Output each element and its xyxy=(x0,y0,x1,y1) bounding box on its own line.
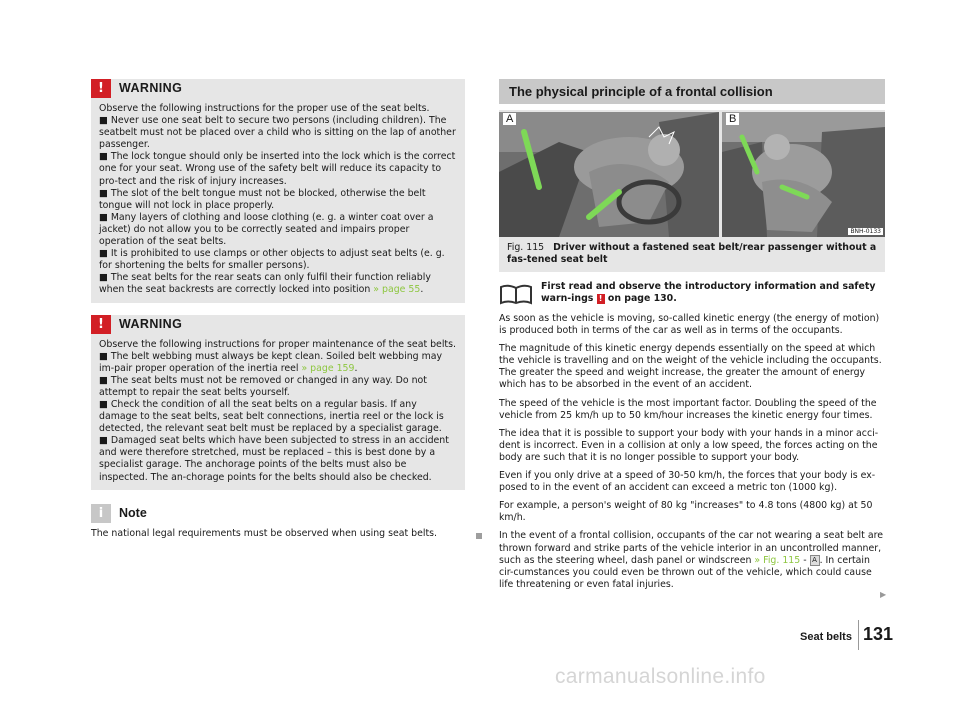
caption-number: Fig. 115 xyxy=(507,242,545,253)
warning-box-usage xyxy=(91,79,465,303)
figure-code: BNH-0133 xyxy=(850,228,881,235)
note-block xyxy=(91,504,465,540)
driver-illustration xyxy=(499,112,719,237)
figure-caption xyxy=(499,237,885,266)
paragraph: The speed of the vehicle is the most important factor. Doubling the speed of the vehicle from 25 km/h up to 50 km/hour increases the kinetic energy four times. xyxy=(499,397,877,421)
figure-link[interactable]: » Fig. 115 xyxy=(754,554,801,566)
section-title: The physical principle of a frontal collision xyxy=(499,79,885,104)
intro-reference xyxy=(499,281,885,307)
list-item: ■ The slot of the belt tongue must not be blocked, otherwise the belt tongue will not lock in place properly. xyxy=(99,187,426,211)
figure-part-label: A xyxy=(810,555,820,566)
paragraph: The idea that it is possible to support your body with your hands in a minor acci-dent is incorrect. Even in a collision at only a low speed, the forces acting on the body are such that it is no longer possible to support your body. xyxy=(499,427,879,463)
caption-text: Driver without a fastened seat belt/rear passenger without a fas-tened seat belt xyxy=(507,242,877,265)
left-column xyxy=(91,79,465,540)
list-item: ■ The seat belts must not be removed or changed in any way. Do not attempt to repair the seat belts yourself. xyxy=(99,374,427,398)
note-text: The national legal requirements must be observed when using seat belts. xyxy=(91,527,438,539)
watermark: carmanualsonline.info xyxy=(555,665,766,688)
rear-passenger-illustration xyxy=(722,112,885,237)
paragraph: Even if you only drive at a speed of 30-50 km/h, the forces that your body is ex-posed to in the event of an accident can exceed a metric ton (1000 kg). xyxy=(499,470,876,494)
paragraph: In the event of a frontal collision, occupants of the car not wearing a seat belt are thrown forward and strike parts of the vehicle interior in an uncontrolled manner, such as the steering wheel, dash panel or windscreen » Fig. 115 - A . In certain cir-cumstances you could even be thrown out of the vehicle, which could cause life threatening or even fatal injuries. xyxy=(499,530,883,590)
warning-body xyxy=(99,334,457,484)
intro-text: First read and observe the introductory information and safety warn-ings ! on page 130. xyxy=(541,281,876,304)
figure-box xyxy=(499,110,885,272)
continue-arrow-icon: ▶ xyxy=(880,590,887,599)
page-link[interactable]: » page 159 xyxy=(301,362,355,374)
warning-mini-icon: ! xyxy=(597,294,605,304)
list-item: ■ Damaged seat belts which have been subjected to stress in an accident and were therefore stretched, must be replaced – this is best done by a specialist garage. The anchorage points of the belts must also be inspected. The an-chorage points for the belts should also be checked. xyxy=(99,435,449,483)
note-title: Note xyxy=(119,505,147,520)
exclamation-icon: ! xyxy=(91,79,111,98)
figure-panel-b xyxy=(722,112,885,237)
list-item: ■ Many layers of clothing and loose clothing (e. g. a winter coat over a jacket) do not allow you to be correctly seated and impairs proper operation of the seat belts. xyxy=(99,211,434,248)
book-icon xyxy=(499,283,533,305)
list-item: ■ The seat belts for the rear seats can only fulfil their function reliably when the seat backrests are correctly locked into position » page 55. xyxy=(99,272,431,296)
warning-intro: Observe the following instructions for the proper use of the seat belts. xyxy=(99,103,430,114)
warning-box-maintenance xyxy=(91,315,465,490)
paragraph: The magnitude of this kinetic energy depends essentially on the speed at which the vehicle is travelling and on the weight of the vehicle including the occupants. The greater the speed and weight increase, the greater the amount of energy which has to be absorbed in the event of an accident. xyxy=(499,343,882,391)
warning-header xyxy=(91,79,465,98)
warning-header xyxy=(91,315,465,334)
figure-image xyxy=(499,112,885,237)
paragraph: As soon as the vehicle is moving, so-called kinetic energy (the energy of motion) is produced both in terms of the car as well as in terms of the occupants. xyxy=(499,313,880,337)
info-icon: i xyxy=(91,504,111,523)
section-end-icon xyxy=(476,533,482,539)
panel-label-b: B xyxy=(726,113,739,125)
list-item: ■ The belt webbing must always be kept clean. Soiled belt webbing may im-pair proper operation of the inertia reel » page 159. xyxy=(99,350,442,374)
warning-title: WARNING xyxy=(119,81,183,95)
page-link[interactable]: » page 55 xyxy=(373,284,421,296)
footer-divider xyxy=(858,620,859,650)
warning-intro: Observe the following instructions for proper maintenance of the seat belts. xyxy=(99,338,456,350)
list-item: ■ The lock tongue should only be inserted into the lock which is the correct one for your seat. Wrong use of the safety belt will reduce its capacity to pro-tect and the risk of injury increases. xyxy=(99,151,456,187)
paragraph: For example, a person's weight of 80 kg "increases" to 4.8 tons (4800 kg) at 50 km/h. xyxy=(499,500,873,524)
warning-body xyxy=(99,98,457,297)
list-item: ■ It is prohibited to use clamps or other objects to adjust seat belts (e. g. for shortening the belts for smaller persons). xyxy=(99,248,445,272)
warning-title: WARNING xyxy=(119,316,183,331)
exclamation-icon: ! xyxy=(91,315,111,334)
figure-panel-a xyxy=(499,112,719,237)
panel-label-a: A xyxy=(503,113,516,125)
list-item: ■ Check the condition of all the seat belts on a regular basis. If any damage to the seat belts, seat belt connections, inertia reel or the lock is detected, the relevant seat belt must be replaced by a specialist garage. xyxy=(99,398,444,435)
note-header xyxy=(91,504,465,523)
page-number: 131 xyxy=(863,624,894,644)
right-column xyxy=(499,79,885,591)
footer-chapter: Seat belts xyxy=(800,631,852,643)
list-item: ■ Never use one seat belt to secure two persons (including children). The seatbelt must not be placed over a child who is sitting on the lap of another passenger. xyxy=(99,115,456,151)
